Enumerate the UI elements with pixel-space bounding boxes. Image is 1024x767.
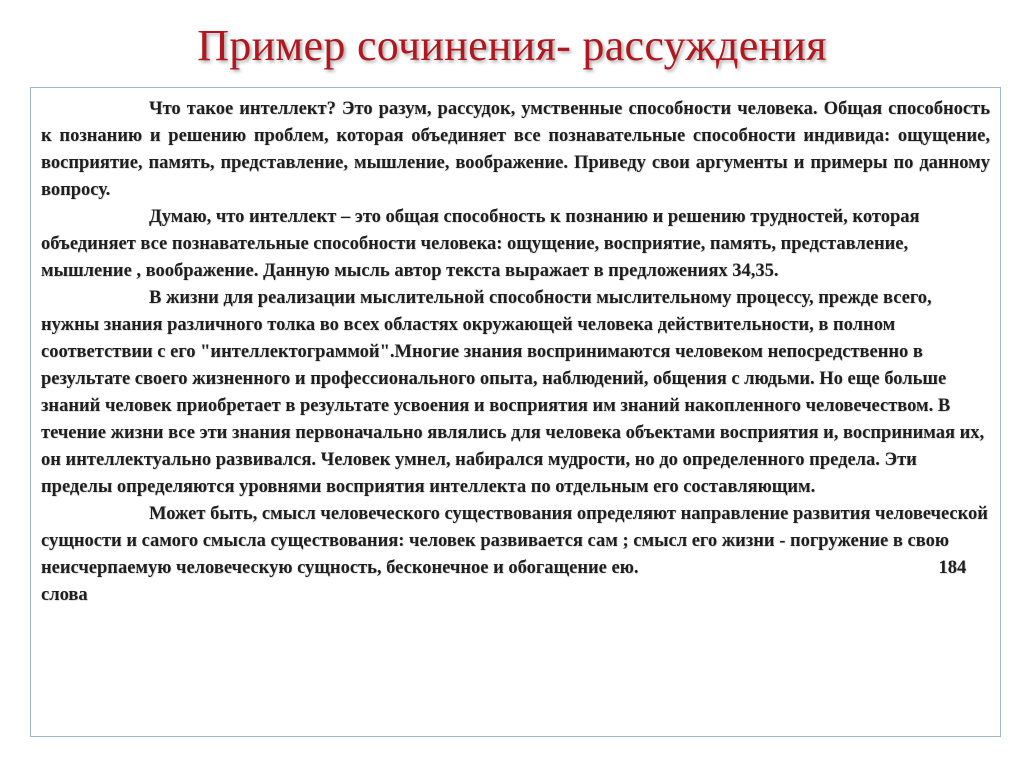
- slide-title: Пример сочинения- рассуждения: [197, 21, 827, 70]
- essay-paragraph-2: Думаю, что интеллект – это общая способность к познанию и решению трудностей, которая объединяет все познавательные способности человека: ощущение, восприятие, память, представление, мышление , воображение. Данную мысль автор текста выражает в предложениях 34,35.: [41, 207, 920, 281]
- word-count: 184 слова: [41, 558, 967, 605]
- essay-text-box: [30, 87, 1001, 737]
- essay-paragraph-4: [41, 501, 990, 609]
- essay-paragraph-4-text: Может быть, смысл человеческого существования определяют направление развития человеческой сущности и самого смысла существования: человек развивается сам ; смысл его жизни - погружение в свою неисчерпаемую человеческую сущность, бесконечное и обогащение ею.: [41, 504, 988, 578]
- essay-paragraph-3: В жизни для реализации мыслительной способности мыслительному процессу, прежде всего, нужны знания различного толка во всех областях окружающей человека действительности, в полном соответствии с его "интеллектограммой".Многие знания воспринимаются человеком непосредственно в результате своего жизненного и профессионального опыта, наблюдений, общения с людьми. Но еще больше знаний человек приобретает в результате усвоения и восприятия им знаний накопленного человечеством. В течение жизни все эти знания первоначально являлись для человека объектами восприятия и, воспринимая их, он интеллектуально развивался. Человек умнел, набирался мудрости, но до определенного предела. Эти пределы определяются уровнями восприятия интеллекта по отдельным его составляющим.: [41, 288, 985, 497]
- essay-paragraph-1: Что такое интеллект? Это разум, рассудок, умственные способности человека. Общая способность к познанию и решению проблем, которая объединяет все познавательные способности индивида: ощущение, восприятие, память, представление, мышление, воображение. Приведу свои аргументы и примеры по данному вопросу.: [41, 99, 990, 200]
